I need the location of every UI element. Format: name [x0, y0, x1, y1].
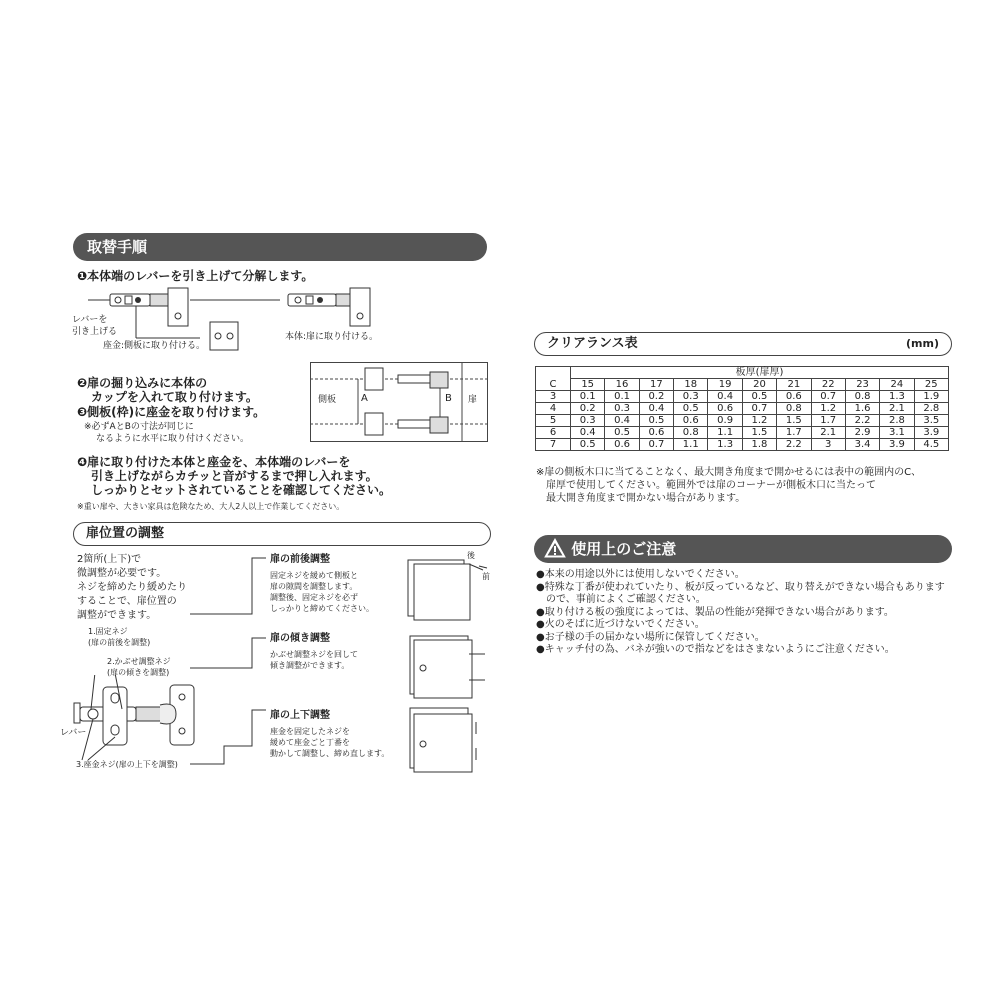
clearance-cell: 3	[811, 439, 845, 451]
thickness-cell: 19	[708, 379, 742, 391]
clearance-cell: 4.5	[914, 439, 948, 451]
thickness-row	[536, 379, 949, 391]
clearance-cell: 0.6	[777, 391, 811, 403]
clearance-cell: 0.8	[674, 427, 708, 439]
header-blank	[536, 367, 571, 379]
plate-label: 座金:側板に取り付ける。	[103, 341, 206, 351]
clearance-cell: 0.7	[742, 403, 776, 415]
thickness-cell: 22	[811, 379, 845, 391]
clearance-title-bar	[534, 332, 952, 356]
note-line: 扉厚で使用してください。範囲外では扉のコーナーが側板木口に当たって	[546, 480, 876, 491]
thickness-cell: 24	[880, 379, 914, 391]
clearance-cell: 1.2	[742, 415, 776, 427]
clearance-cell: 0.6	[674, 415, 708, 427]
desc-line: 調整後、固定ネジを必ず	[270, 593, 358, 602]
clearance-cell: 2.2	[845, 415, 879, 427]
lever-label	[72, 314, 117, 338]
step1-text: ❶本体端のレバーを引き上げて分解します。	[77, 269, 314, 283]
caution-list	[536, 569, 945, 657]
clearance-cell: 3.4	[845, 439, 879, 451]
desc-line: 固定ネジを緩めて側板と	[270, 571, 358, 580]
screw-label-line: 1.固定ネジ	[88, 627, 128, 636]
clearance-cell: 0.6	[639, 427, 673, 439]
intro-line: 微調整が必要です。	[77, 568, 167, 579]
thickness-cell: 20	[742, 379, 776, 391]
adjust-intro	[77, 553, 187, 623]
thickness-cell: 25	[914, 379, 948, 391]
adjust3-desc	[270, 726, 389, 759]
caution-item: ●火のそばに近づけないでください。	[536, 619, 705, 630]
clearance-cell: 2.2	[777, 439, 811, 451]
clearance-cell: 0.5	[571, 439, 605, 451]
c-value-cell: 5	[536, 415, 571, 427]
clearance-cell: 0.2	[639, 391, 673, 403]
clearance-cell: 0.3	[674, 391, 708, 403]
cabinet-tilt-figure	[405, 630, 495, 702]
dimension-a: A	[361, 393, 368, 404]
section-title-door-adjust	[73, 522, 491, 546]
screw-label-line: (扉の前後を調整)	[88, 638, 151, 647]
clearance-cell: 1.7	[811, 415, 845, 427]
c-value-cell: 4	[536, 403, 571, 415]
warning-icon	[544, 538, 566, 558]
clearance-cell: 0.3	[571, 415, 605, 427]
screw-label-1	[88, 626, 150, 648]
thickness-cell: 23	[845, 379, 879, 391]
clearance-cell: 1.9	[914, 391, 948, 403]
dimension-b: B	[445, 393, 452, 404]
step2-text	[77, 376, 258, 404]
clearance-cell: 0.5	[605, 427, 639, 439]
adjust1-desc	[270, 570, 374, 614]
clearance-cell: 1.3	[708, 439, 742, 451]
clearance-cell: 3.1	[880, 427, 914, 439]
adjust3-title: 扉の上下調整	[270, 710, 330, 721]
caution-item: ●取り付ける板の強度によっては、製品の性能が発揮できない場合があります。	[536, 606, 894, 618]
step4-line: しっかりとセットされていることを確認してください。	[91, 483, 392, 497]
thickness-cell: 21	[777, 379, 811, 391]
clearance-cell: 3.5	[914, 415, 948, 427]
clearance-cell: 1.1	[708, 427, 742, 439]
adjust2-desc	[270, 649, 358, 671]
intro-line: ネジを締めたり緩めたり	[77, 582, 187, 593]
clearance-cell: 0.5	[742, 391, 776, 403]
clearance-cell: 0.1	[605, 391, 639, 403]
step2-line: カップを入れて取り付けます。	[91, 390, 258, 404]
adjust2-title: 扉の傾き調整	[270, 633, 330, 644]
clearance-cell: 0.7	[639, 439, 673, 451]
section-title-text: 扉位置の調整	[86, 526, 165, 541]
clearance-cell: 0.2	[571, 403, 605, 415]
desc-line: 傾き調整ができます。	[270, 661, 350, 670]
cabinet-front-back-figure	[405, 554, 495, 622]
step3-text: ❸側板(枠)に座金を取り付けます。	[77, 405, 266, 419]
desc-line: 座金を固定したネジを	[270, 727, 350, 736]
desc-line: 動かして調整し、締め直します。	[270, 749, 390, 758]
screw-label-3: 3.座金ネジ(扉の上下を調整)	[76, 760, 178, 769]
clearance-cell: 0.6	[708, 403, 742, 415]
clearance-cell: 0.9	[708, 415, 742, 427]
callout-lines	[190, 550, 270, 770]
intro-line: 調整ができます。	[77, 610, 157, 621]
table-row	[536, 427, 949, 439]
table-note	[536, 466, 921, 505]
clearance-cell: 0.4	[571, 427, 605, 439]
section-title-replacement	[73, 233, 487, 261]
clearance-cell: 1.5	[742, 427, 776, 439]
clearance-cell: 0.3	[605, 403, 639, 415]
unit-label: (mm)	[906, 337, 939, 350]
clearance-cell: 1.3	[880, 391, 914, 403]
clearance-cell: 2.1	[811, 427, 845, 439]
adjust1-title: 扉の前後調整	[270, 554, 330, 565]
thickness-cell: 17	[639, 379, 673, 391]
clearance-cell: 3.9	[880, 439, 914, 451]
thickness-cell: 16	[605, 379, 639, 391]
table-row	[536, 439, 949, 451]
step4-line: ❹扉に取り付けた本体と座金を、本体端のレバーを	[77, 455, 351, 469]
clearance-cell: 2.1	[880, 403, 914, 415]
clearance-title: クリアランス表	[547, 336, 638, 351]
lever-label-line: レバーを	[72, 315, 108, 325]
table-row	[536, 391, 949, 403]
clearance-cell: 0.6	[605, 439, 639, 451]
screw-label-line: (扉の傾きを調整)	[107, 668, 170, 677]
caution-item: ●お子様の手の届かない場所に保管してください。	[536, 631, 765, 643]
note-line: ※必ずAとBの寸法が同じに	[84, 422, 194, 432]
clearance-cell: 0.8	[777, 403, 811, 415]
back-label: 後	[467, 551, 475, 560]
intro-line: 2箇所(上下)で	[77, 554, 142, 565]
step2-line: ❷扉の掘り込みに本体の	[77, 376, 208, 390]
clearance-cell: 0.4	[639, 403, 673, 415]
table-row	[536, 403, 949, 415]
clearance-cell: 1.1	[674, 439, 708, 451]
step3-note	[84, 421, 249, 445]
caution-item: ●本来の用途以外には使用しないでください。	[536, 569, 745, 580]
clearance-cell: 1.2	[811, 403, 845, 415]
note-line: ※扉の側板木口に当てることなく、最大開き角度まで開かせるには表中の範囲内のC、	[536, 467, 922, 478]
c-label: C	[536, 379, 571, 391]
safety-note: ※重い扉や、大きい家具は危険なため、大人2人以上で作業してください。	[77, 502, 345, 511]
clearance-table-body	[536, 391, 949, 451]
clearance-cell: 0.5	[674, 403, 708, 415]
intro-line: することで、扉位置の	[77, 596, 177, 607]
desc-line: 扉の隙間を調整します。	[270, 582, 358, 591]
lever-label-line: 引き上げる	[72, 327, 118, 337]
clearance-cell: 2.8	[914, 403, 948, 415]
caution-title: 使用上のご注意	[571, 540, 677, 558]
c-value-cell: 3	[536, 391, 571, 403]
clearance-cell: 2.9	[845, 427, 879, 439]
cabinet-vertical-figure	[405, 704, 495, 776]
note-line: 最大開き角度まで開かない場合があります。	[546, 493, 746, 504]
table-header-row	[536, 367, 949, 379]
section-title-text: 取替手順	[87, 238, 148, 256]
clearance-cell: 1.6	[845, 403, 879, 415]
lever-label-adjust: レバー	[60, 728, 87, 738]
thickness-header: 板厚(扉厚)	[571, 367, 949, 379]
clearance-cell: 2.8	[880, 415, 914, 427]
c-value-cell: 7	[536, 439, 571, 451]
clearance-cell: 0.4	[605, 415, 639, 427]
clearance-cell: 0.5	[639, 415, 673, 427]
mounting-diagram	[310, 362, 488, 442]
clearance-cell: 0.4	[708, 391, 742, 403]
c-value-cell: 6	[536, 427, 571, 439]
caution-item: ●特殊な丁番が使われていたり、板が反っているなど、取り替えができない場合もあります	[536, 581, 945, 593]
screw-label-line: 2.かぶせ調整ネジ	[107, 657, 171, 666]
caution-item: ●キャッチ付の為、バネが強いので指などをはさまないようにご注意ください。	[536, 644, 895, 655]
desc-line: しっかりと締めてください。	[270, 604, 374, 613]
step4-text	[77, 455, 391, 497]
desc-line: かぶせ調整ネジを回して	[270, 650, 358, 659]
body-label: 本体:扉に取り付ける。	[285, 332, 379, 342]
note-line: なるように水平に取り付けください。	[96, 434, 250, 444]
clearance-cell: 0.7	[811, 391, 845, 403]
front-label: 前	[482, 572, 490, 581]
door-label: 扉	[468, 395, 478, 405]
thickness-cell: 18	[674, 379, 708, 391]
side-panel-label: 側板	[318, 395, 337, 405]
clearance-cell: 1.5	[777, 415, 811, 427]
clearance-cell: 3.9	[914, 427, 948, 439]
thickness-cell: 15	[571, 379, 605, 391]
caution-title-bar	[534, 535, 952, 563]
clearance-cell: 0.1	[571, 391, 605, 403]
clearance-table	[535, 366, 949, 451]
desc-line: 緩めて座金ごと丁番を	[270, 738, 350, 747]
clearance-cell: 0.8	[845, 391, 879, 403]
clearance-cell: 1.7	[777, 427, 811, 439]
caution-item: ので、事前によくご確認ください。	[536, 594, 706, 605]
step4-line: 引き上げながらカチッと音がするまで押し入れます。	[91, 469, 378, 483]
table-row	[536, 415, 949, 427]
clearance-cell: 1.8	[742, 439, 776, 451]
